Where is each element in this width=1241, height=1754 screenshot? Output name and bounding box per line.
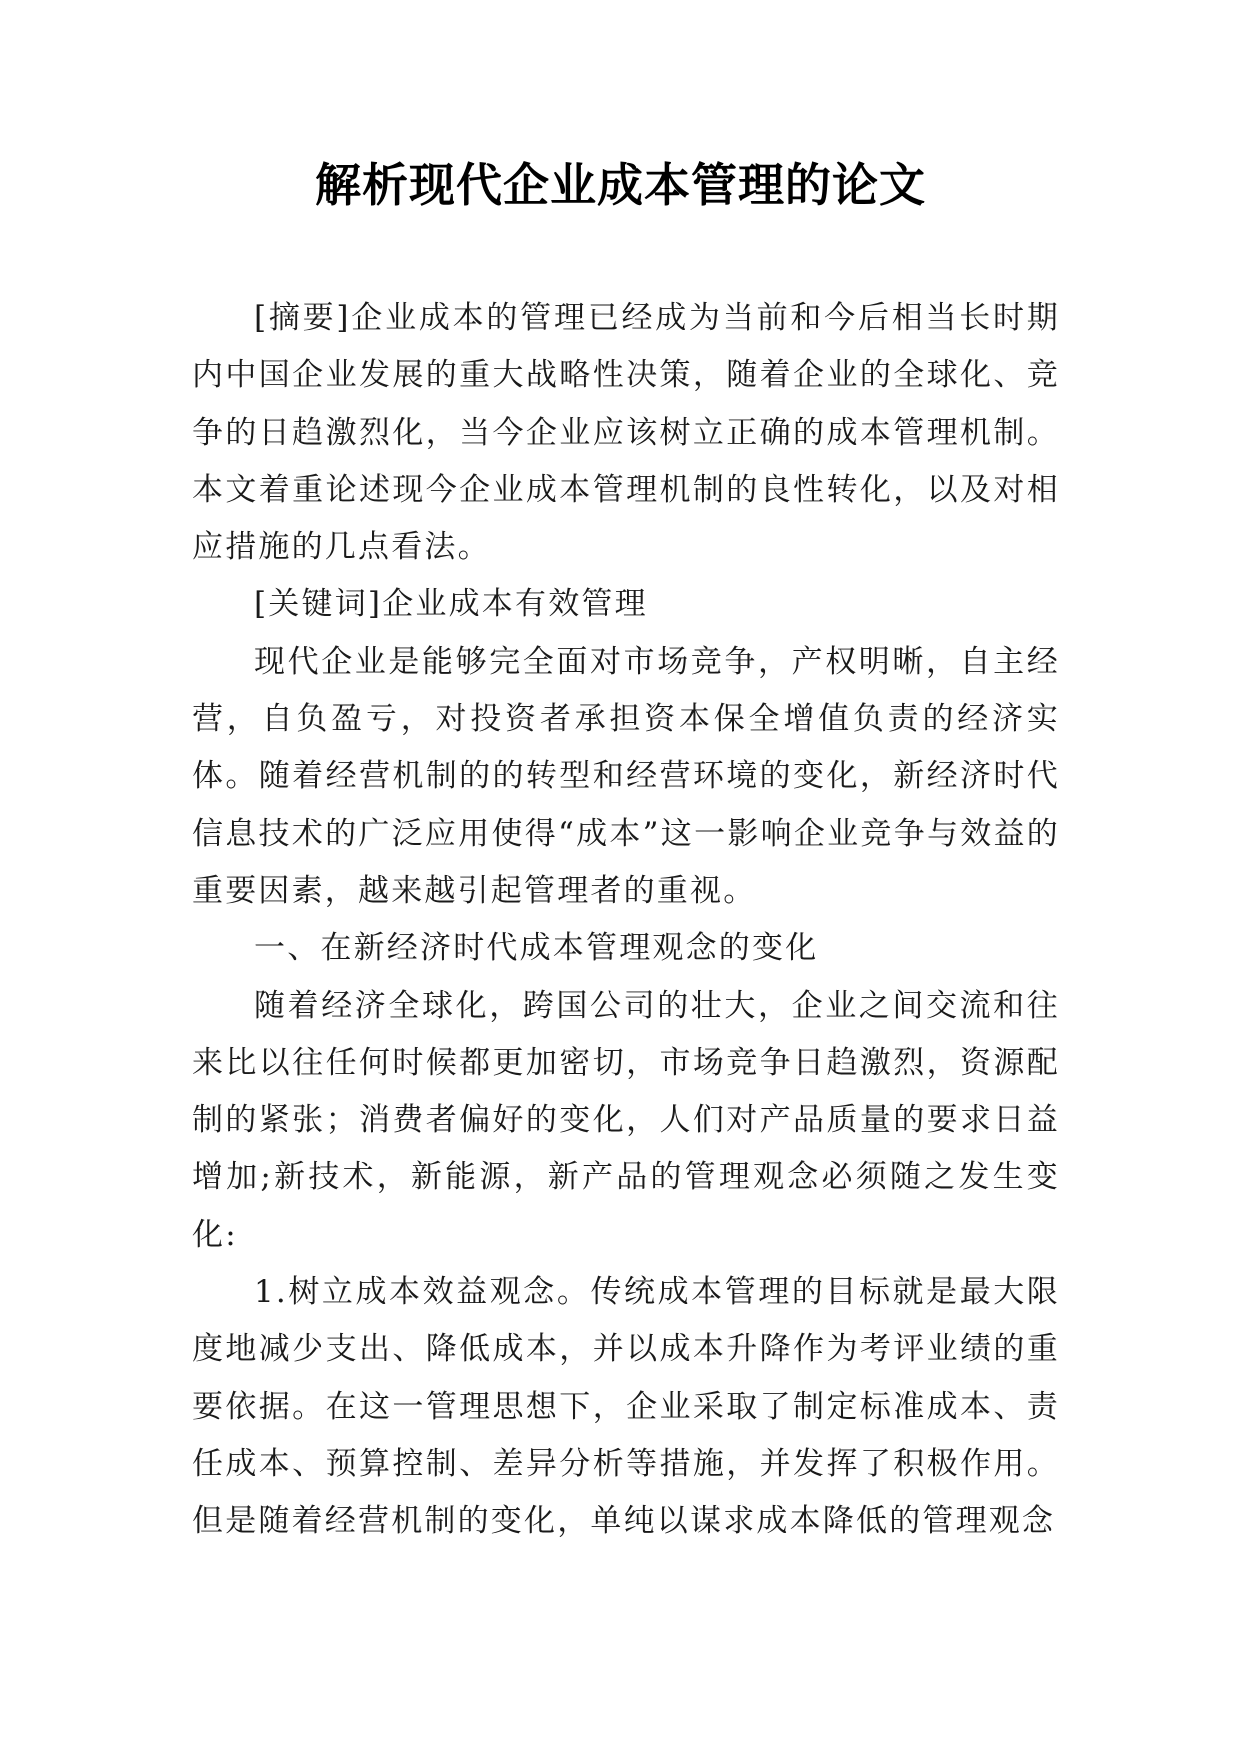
intro-paragraph: 现代企业是能够完全面对市场竞争，产权明晰，自主经营，自负盈亏，对投资者承担资本保全增值负责的经济实体。随着经营机制的的转型和经营环境的变化，新经济时代信息技术的广泛应用使得“成本”这一影响企业竞争与效益的重要因素，越来越引起管理者的重视。: [192, 643, 1060, 909]
section-heading: 一、在新经济时代成本管理观念的变化: [254, 930, 819, 967]
point-paragraph: 1.树立成本效益观念。传统成本管理的目标就是最大限度地减少支出、降低成本，并以成本升降作为考评业绩的重要依据。在这一管理思想下，企业采取了制定标准成本、责任成本、预算控制、差异分析等措施，并发挥了积极作用。但是随着经营机制的变化，单纯以谋求成本降低的管理观念: [192, 1274, 1060, 1540]
section-paragraph: 随着经济全球化，跨国公司的壮大，企业之间交流和往来比以往任何时候都更加密切，市场竞争日趋激烈，资源配制的紧张；消费者偏好的变化，人们对产品质量的要求日益增加;新技术，新能源，新产品的管理观念必须随之发生变化:: [192, 987, 1060, 1253]
keywords-paragraph: [关键词]企业成本有效管理: [254, 586, 648, 623]
document-title: 解析现代企业成本管理的论文: [315, 158, 926, 212]
abstract-paragraph: [摘要]企业成本的管理已经成为当前和今后相当长时期内中国企业发展的重大战略性决策，随着企业的全球化、竞争的日趋激烈化，当今企业应该树立正确的成本管理机制。本文着重论述现今企业成本管理机制的良性转化，以及对相应措施的几点看法。: [192, 300, 1060, 566]
document-body: [192, 290, 1060, 1551]
